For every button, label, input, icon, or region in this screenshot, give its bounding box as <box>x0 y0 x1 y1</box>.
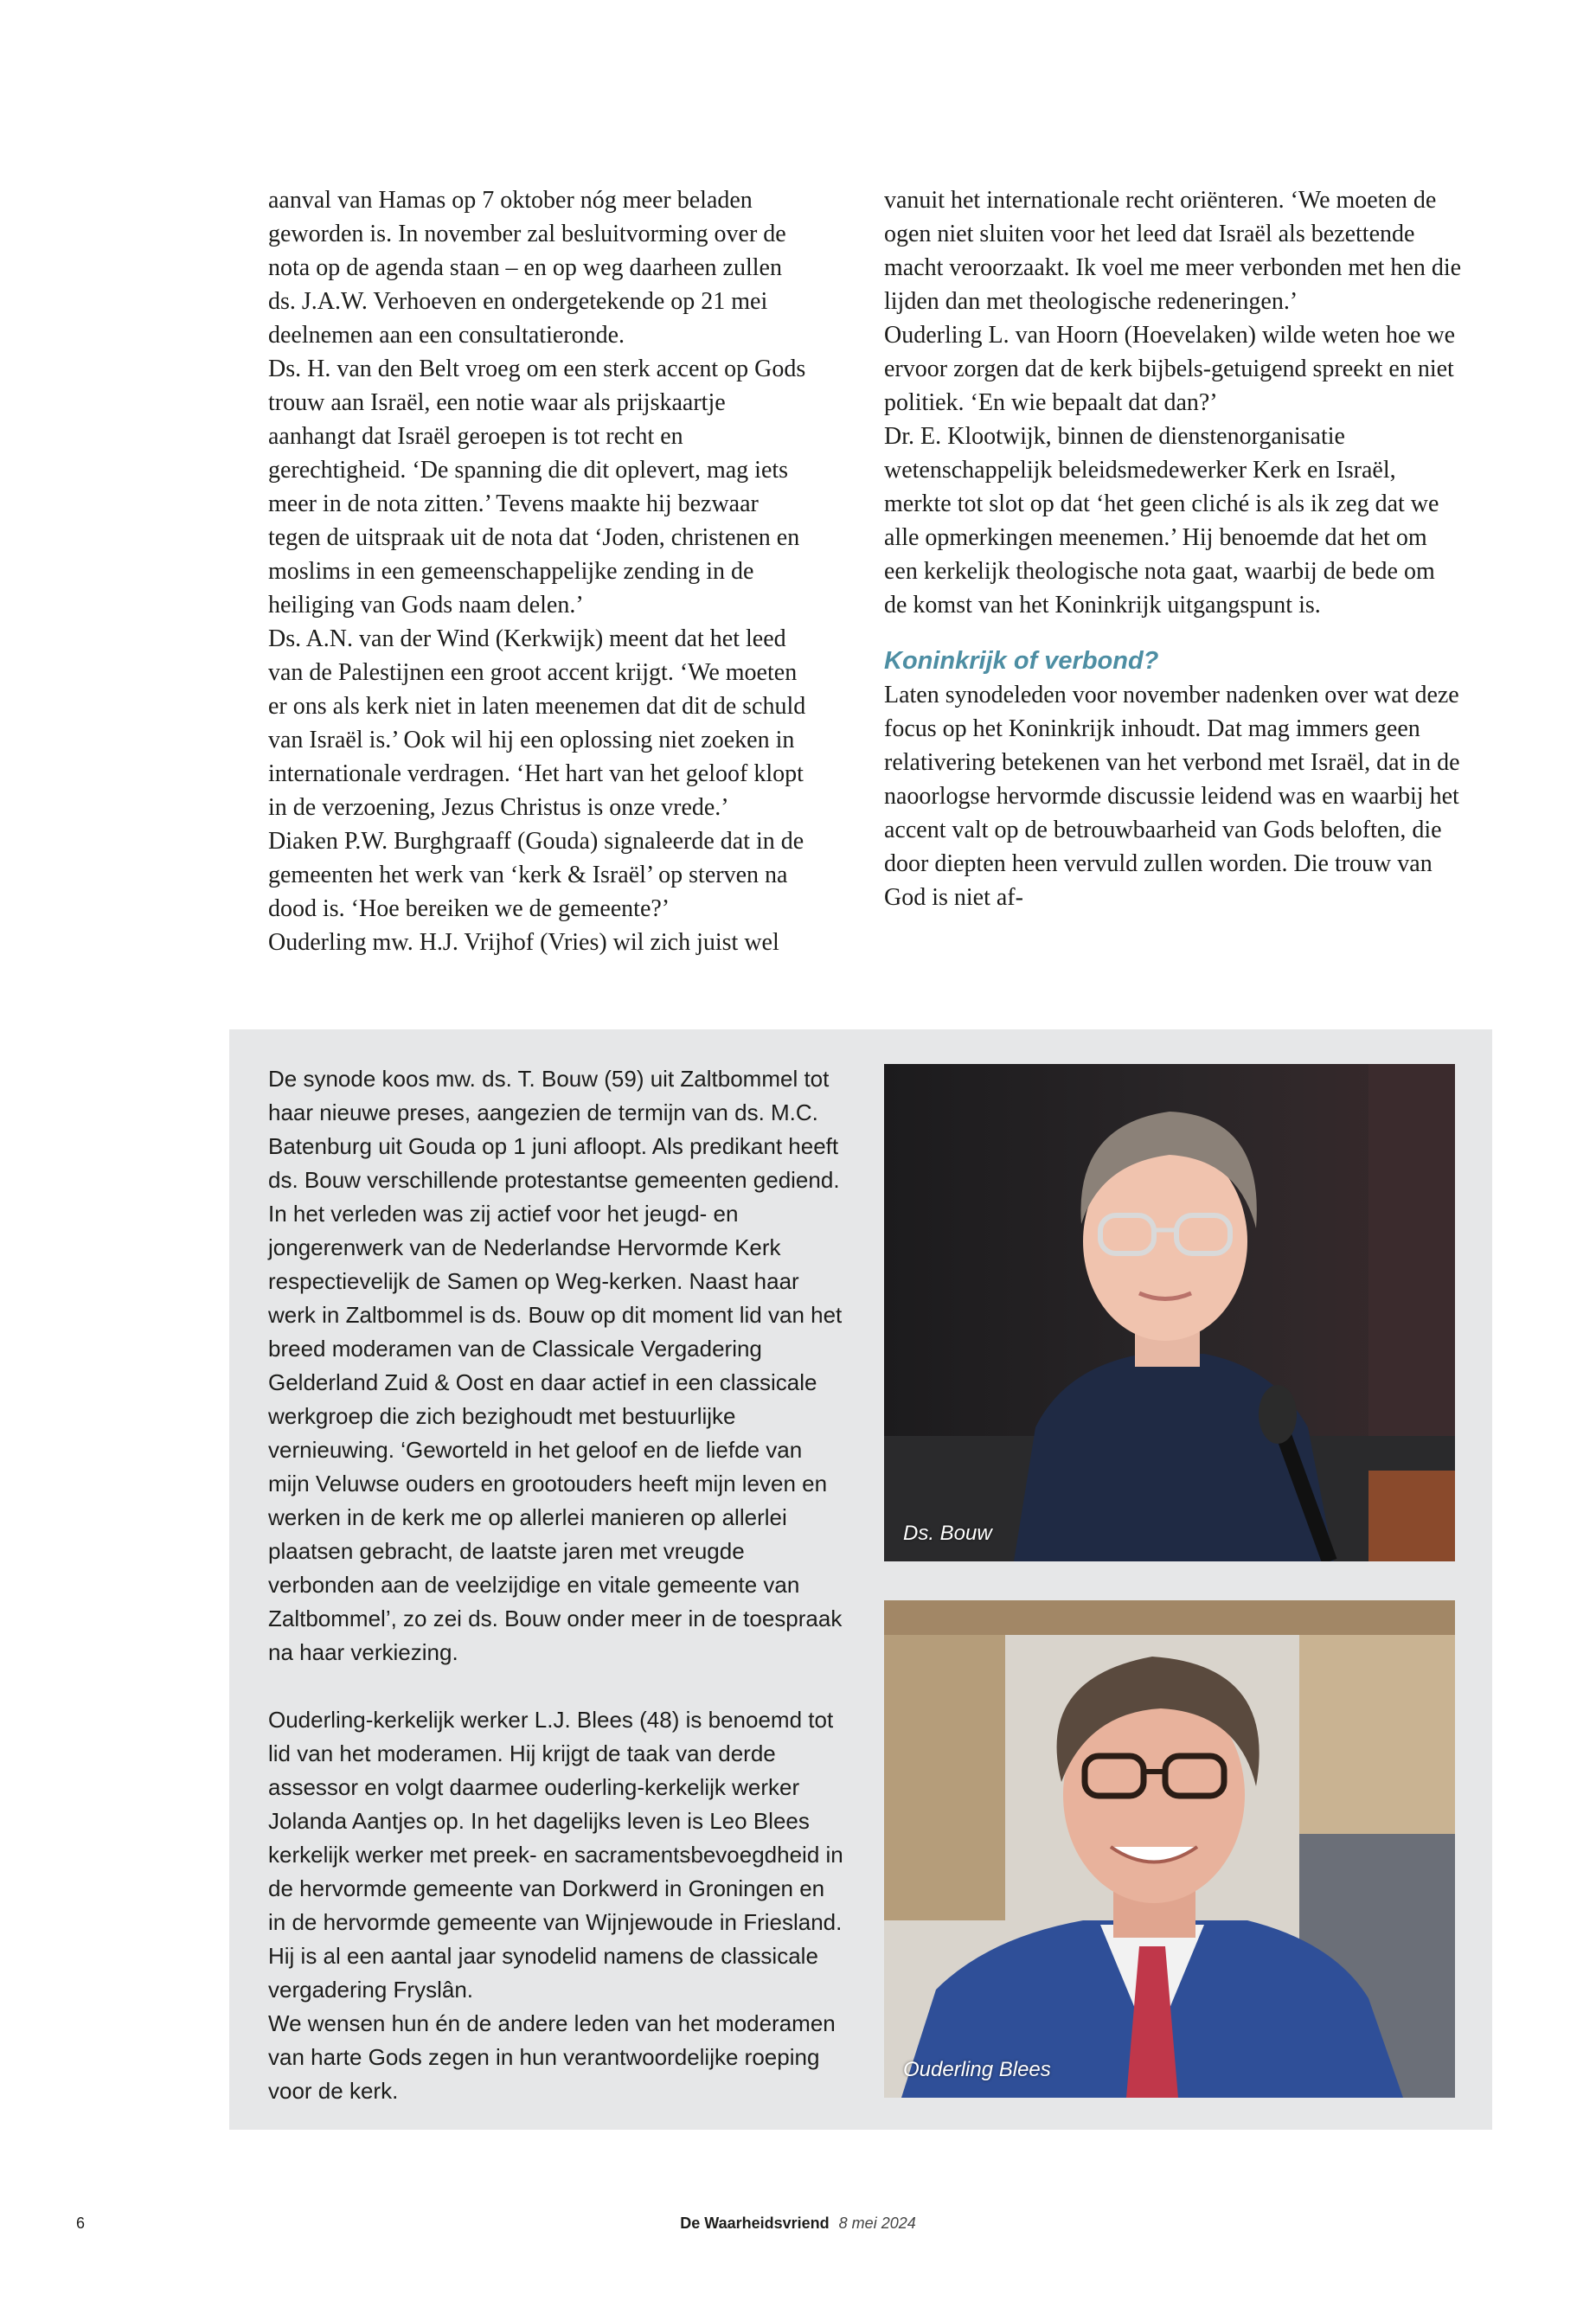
info-paragraph: We wensen hun én de andere leden van het moderamen van harte Gods zegen in hun verantwoordelijke roeping voor de kerk. <box>268 2010 836 2104</box>
page-footer <box>0 2214 1596 2240</box>
info-box-text <box>268 1062 848 2108</box>
paragraph: aanval van Hamas op 7 oktober nóg meer beladen geworden is. In november zal besluitvorming over de nota op de agenda staan – en op weg daarheen zullen ds. J.A.W. Verhoeven en ondergetekende op 21 mei deelnemen aan een consultatieronde. <box>268 187 786 349</box>
paragraph: Ouderling L. van Hoorn (Hoevelaken) wilde weten hoe we ervoor zorgen dat de kerk bijbels-getuigend spreekt en niet politiek. ‘En wie bepaalt dat dan?’ <box>884 322 1456 416</box>
info-paragraph: De synode koos mw. ds. T. Bouw (59) uit Zaltbommel tot haar nieuwe preses, aangezien de termijn van ds. M.C. Batenburg uit Gouda op 1 juni afloopt. Als predikant heeft ds. Bouw verschillende protestantse gemeenten gediend. In het verleden was zij actief voor het jeugd- en jongerenwerk van de Nederlandse Hervormde Kerk respectievelijk de Samen op Weg-kerken. Naast haar werk in Zaltbommel is ds. Bouw op dit moment lid van het breed moderamen van de Classicale Vergadering Gelderland Zuid & Oost en daar actief in een classicale werkgroep die zich bezighoudt met bestuurlijke vernieuwing. ‘Geworteld in het geloof en de liefde van mijn Veluwse ouders en grootouders heeft mijn leven en werken in de kerk me op allerlei manieren op allerlei plaatsen gebracht, de laatste jaren met vreugde verbonden aan de veelzijdige en vitale gemeente van Zaltbommel’, zo zei ds. Bouw onder meer in de toespraak na haar verkiezing. <box>268 1066 843 1665</box>
photo-ouderling-blees <box>884 1600 1455 2098</box>
publication-name: De Waarheidsvriend <box>680 2214 830 2232</box>
paragraph: Dr. E. Klootwijk, binnen de dienstenorganisatie wetenschappelijk beleidsmedewerker Kerk en Israël, merkte tot slot op dat ‘het geen cliché is als ik zeg dat we alle opmerkingen meenemen.’ Hij benoemde dat het om een kerkelijk theologische nota gaat, waarbij de bede om de komst van het Koninkrijk uitgangspunt is. <box>884 423 1439 619</box>
paragraph: vanuit het internationale recht oriënteren. ‘We moeten de ogen niet sluiten voor het leed dat Israël als bezettende macht veroorzaakt. Ik voel me meer verbonden met hen die lijden dan met theologische redeneringen.’ <box>884 187 1462 315</box>
footer-publication <box>0 2214 1596 2233</box>
info-paragraph: Ouderling-kerkelijk werker L.J. Blees (48) is benoemd tot lid van het moderamen. Hij krijgt de taak van derde assessor en volgt daarmee ouderling-kerkelijk werker Jolanda Aantjes op. In het dagelijks leven is Leo Blees kerkelijk werker met preek- en sacramentsbevoegdheid in de hervormde gemeente van Dorkwerd in Groningen en in de hervormde gemeente van Wijnjewoude in Friesland. Hij is al een aantal jaar synodelid namens de classicale vergadering Fryslân. <box>268 1707 843 2003</box>
paragraph: Ds. H. van den Belt vroeg om een sterk accent op Gods trouw aan Israël, een notie waar als prijskaartje aanhangt dat Israël geroepen is tot recht en gerechtigheid. ‘De spanning die dit oplevert, mag iets meer in de nota zitten.’ Tevens maakte hij bezwaar tegen de uitspraak uit de nota dat ‘Joden, christenen en moslims in een gemeenschappelijke zending in de heiliging van Gods naam delen.’ <box>268 356 806 619</box>
photo-caption: Ouderling Blees <box>903 2058 1051 2081</box>
photo-caption: Ds. Bouw <box>903 1522 992 1545</box>
article-column-right <box>884 183 1462 914</box>
page-number: 6 <box>76 2214 86 2232</box>
portrait-image <box>884 1600 1455 2098</box>
publication-date: 8 mei 2024 <box>838 2214 916 2232</box>
paragraph: Laten synodeleden voor november nadenken over wat deze focus op het Koninkrijk inhoudt. Dat mag immers geen relativering betekenen van het verbond met Israël, dat in de naoorlogse hervormde discussie leidend was en waarbij het accent valt op de betrouwbaarheid van Gods beloften, die door diepten heen vervuld zullen worden. Die trouw van God is niet af- <box>884 682 1460 911</box>
portrait-image <box>884 1064 1455 1561</box>
section-heading: Koninkrijk of verbond? <box>884 647 1159 675</box>
article-column-left <box>268 183 815 959</box>
paragraph: Diaken P.W. Burghgraaff (Gouda) signaleerde dat in de gemeenten het werk van ‘kerk & Israël’ op sterven na dood is. ‘Hoe bereiken we de gemeente?’ <box>268 828 804 922</box>
photo-ds-bouw <box>884 1064 1455 1561</box>
paragraph: Ds. A.N. van der Wind (Kerkwijk) meent dat het leed van de Palestijnen een groot accent krijgt. ‘We moeten er ons als kerk niet in laten meenemen dat dit de schuld van Israël is.’ Ook wil hij een oplossing niet zoeken in internationale verdragen. ‘Het hart van het geloof klopt in de verzoening, Jezus Christus is onze vrede.’ <box>268 625 806 821</box>
paragraph: Ouderling mw. H.J. Vrijhof (Vries) wil zich juist wel <box>268 929 779 956</box>
